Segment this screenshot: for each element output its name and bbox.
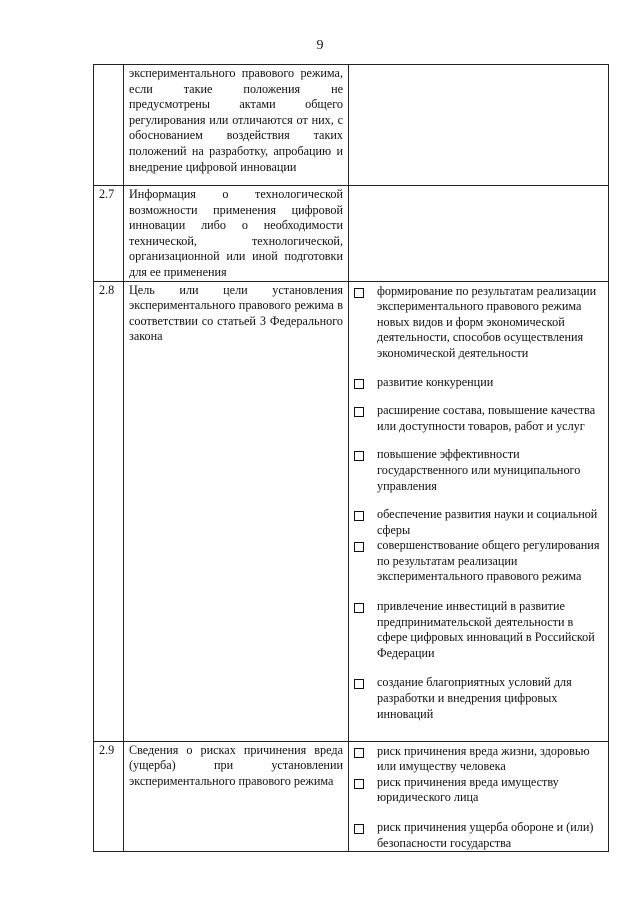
option-text: повышение эффективности государственного или муниципального управления <box>377 447 581 493</box>
option-text: риск причинения вреда жизни, здоровью или имуществу человека <box>377 743 590 774</box>
option-text: риск причинения ущерба обороне и (или) безопасности государства <box>377 819 594 850</box>
option-item <box>354 284 603 362</box>
option-text: развитие конкуренции <box>377 374 494 389</box>
option-text: риск причинения вреда имуществу юридического лица <box>377 774 559 805</box>
option-item <box>354 744 603 775</box>
checkbox-icon[interactable] <box>354 679 364 689</box>
table-row <box>94 281 609 741</box>
option-text: создание благоприятных условий для разработки и внедрения цифровых инноваций <box>377 675 572 721</box>
option-item <box>354 675 603 722</box>
row-options <box>349 281 609 741</box>
option-text: обеспечение развития науки и социальной сферы <box>377 507 598 537</box>
table-row <box>94 186 609 282</box>
checkbox-icon[interactable] <box>354 288 364 298</box>
option-text: совершенствование общего регулирования по результатам реализации экспериментального правового режима <box>377 538 600 584</box>
row-number <box>94 65 124 186</box>
option-item <box>354 538 603 585</box>
row-number: 2.8 <box>94 281 124 741</box>
option-text: расширение состава, повышение качества или доступности товаров, работ и услуг <box>377 403 596 433</box>
checkbox-icon[interactable] <box>354 779 364 789</box>
checkbox-icon[interactable] <box>354 451 364 461</box>
checkbox-icon[interactable] <box>354 748 364 758</box>
row-description: Информация о технологической возможности применения цифровой инновации либо о необходимости технической, технологической, организационной или иной подготовки для ее применения <box>124 186 349 282</box>
checkbox-icon[interactable] <box>354 511 364 521</box>
row-number: 2.9 <box>94 741 124 852</box>
row-options <box>349 741 609 852</box>
row-description: экспериментального правового режима, если такие положения не предусмотрены актами общего регулирования или отличаются от них, с обоснованием воздействия таких положений на разработку, апробацию и внедрение цифровой инновации <box>124 65 349 186</box>
option-item <box>354 447 603 494</box>
option-item <box>354 775 603 806</box>
row-options <box>349 186 609 282</box>
option-item <box>354 403 603 434</box>
option-item <box>354 820 603 851</box>
table-row <box>94 65 609 186</box>
option-text: привлечение инвестиций в развитие предпринимательской деятельности в сфере цифровых инноваций в Российской Федерации <box>377 599 595 660</box>
checkbox-icon[interactable] <box>354 824 364 834</box>
option-item <box>354 507 603 538</box>
table-row <box>94 741 609 852</box>
option-text: формирование по результатам реализации экспериментального правового режима новых видов и форм экономической деятельности, способов осуществления экономической деятельности <box>377 283 597 360</box>
checkbox-icon[interactable] <box>354 542 364 552</box>
option-item <box>354 375 603 391</box>
option-item <box>354 599 603 661</box>
checkbox-icon[interactable] <box>354 407 364 417</box>
checkbox-icon[interactable] <box>354 603 364 613</box>
page-number: 9 <box>316 38 324 53</box>
row-number: 2.7 <box>94 186 124 282</box>
document-table <box>93 64 609 852</box>
row-description: Сведения о рисках причинения вреда (ущерба) при установлении экспериментального правового режима <box>124 741 349 852</box>
row-description: Цель или цели установления экспериментального правового режима в соответствии со статьей 3 Федерального закона <box>124 281 349 741</box>
checkbox-icon[interactable] <box>354 379 364 389</box>
row-options <box>349 65 609 186</box>
